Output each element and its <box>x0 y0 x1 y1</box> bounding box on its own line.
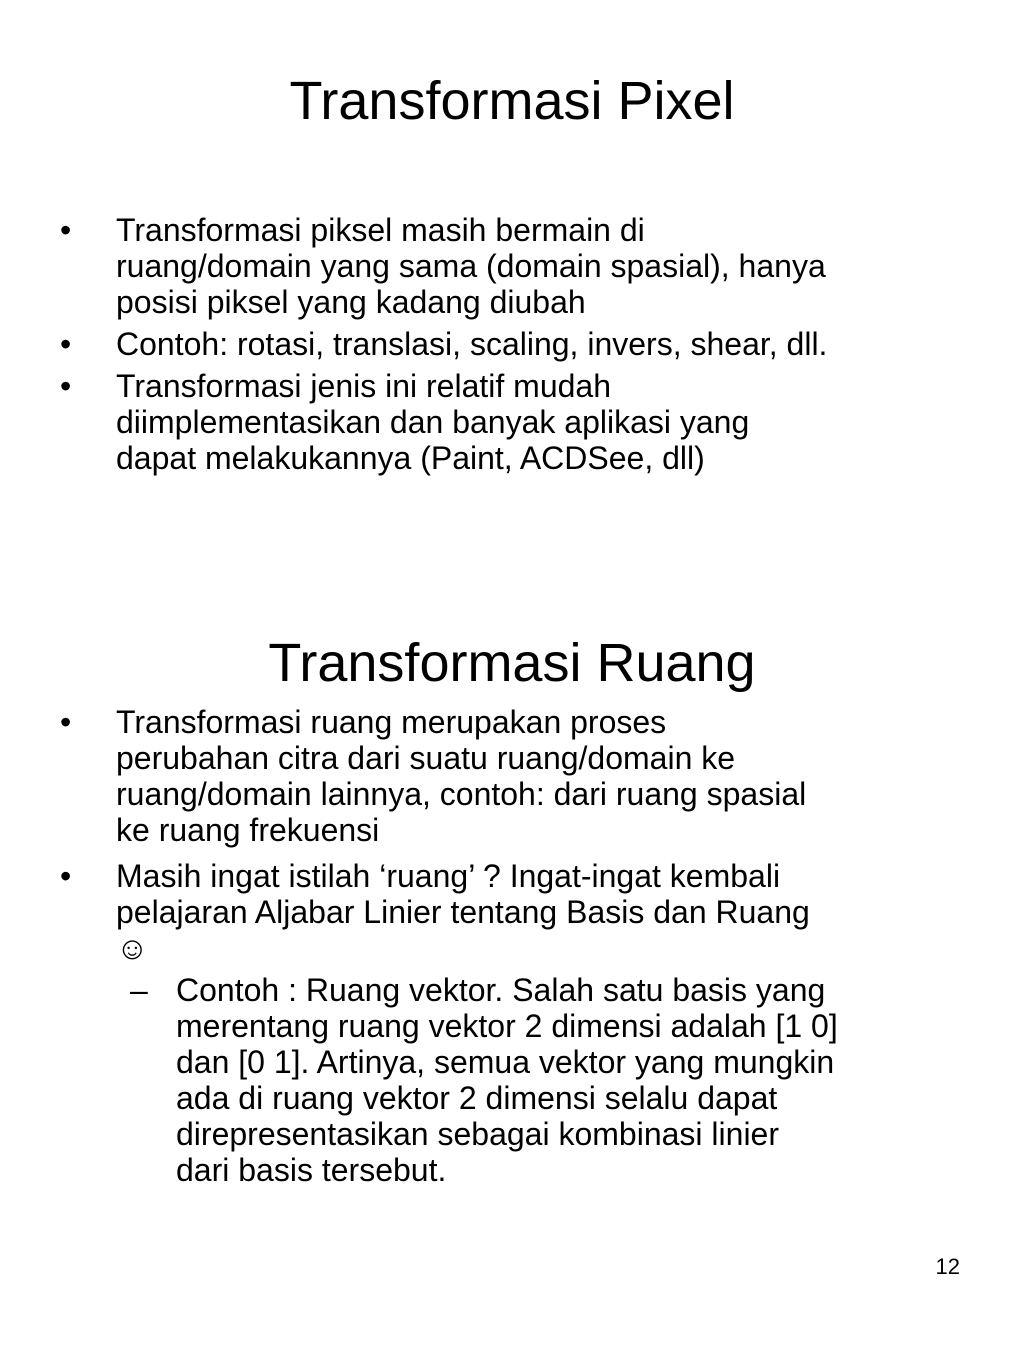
bullet-text: Transformasi ruang merupakan proses perubahan citra dari suatu ruang/domain ke ruang/domain lainnya, contoh: dari ruang spasial ke ruang frekuensi <box>116 704 807 848</box>
slide-title-transformasi-pixel: Transformasi Pixel <box>289 71 735 131</box>
bullet-list-transformasi-pixel <box>0 212 1024 476</box>
bullet-text: Masih ingat istilah ‘ruang’ ? Ingat-ingat kembali pelajaran Aljabar Linier tentang Basis dan Ruang ☺ <box>116 858 810 966</box>
bullet-marker: • <box>60 704 72 740</box>
bullet-item <box>0 326 1024 362</box>
sub-bullet-item <box>0 972 1024 1188</box>
bullet-item <box>0 368 1024 476</box>
bullet-list-transformasi-ruang <box>0 704 1024 1188</box>
bullet-text: Transformasi piksel masih bermain di ruang/domain yang sama (domain spasial), hanya posisi piksel yang kadang diubah <box>116 212 826 320</box>
slide-title-transformasi-ruang: Transformasi Ruang <box>268 633 756 693</box>
bullet-marker: • <box>60 858 72 894</box>
bullet-text: Transformasi jenis ini relatif mudah diimplementasikan dan banyak aplikasi yang dapat melakukannya (Paint, ACDSee, dll) <box>116 368 750 476</box>
bullet-item <box>0 212 1024 320</box>
bullet-marker: • <box>60 326 72 362</box>
page-number: 12 <box>935 1254 960 1279</box>
bullet-item <box>0 704 1024 848</box>
dash-marker: – <box>130 972 148 1008</box>
bullet-item <box>0 858 1024 966</box>
bullet-marker: • <box>60 368 72 404</box>
sub-bullet-text: Contoh : Ruang vektor. Salah satu basis yang merentang ruang vektor 2 dimensi adalah [1 0] dan [0 1]. Artinya, semua vektor yang mungkin ada di ruang vektor 2 dimensi selalu dapat direpresentasikan sebagai kombinasi linier dari basis tersebut. <box>176 972 838 1188</box>
bullet-text: Contoh: rotasi, translasi, scaling, invers, shear, dll. <box>116 326 828 362</box>
smiley-icon: ☺ <box>116 930 149 966</box>
bullet-marker: • <box>60 212 72 248</box>
